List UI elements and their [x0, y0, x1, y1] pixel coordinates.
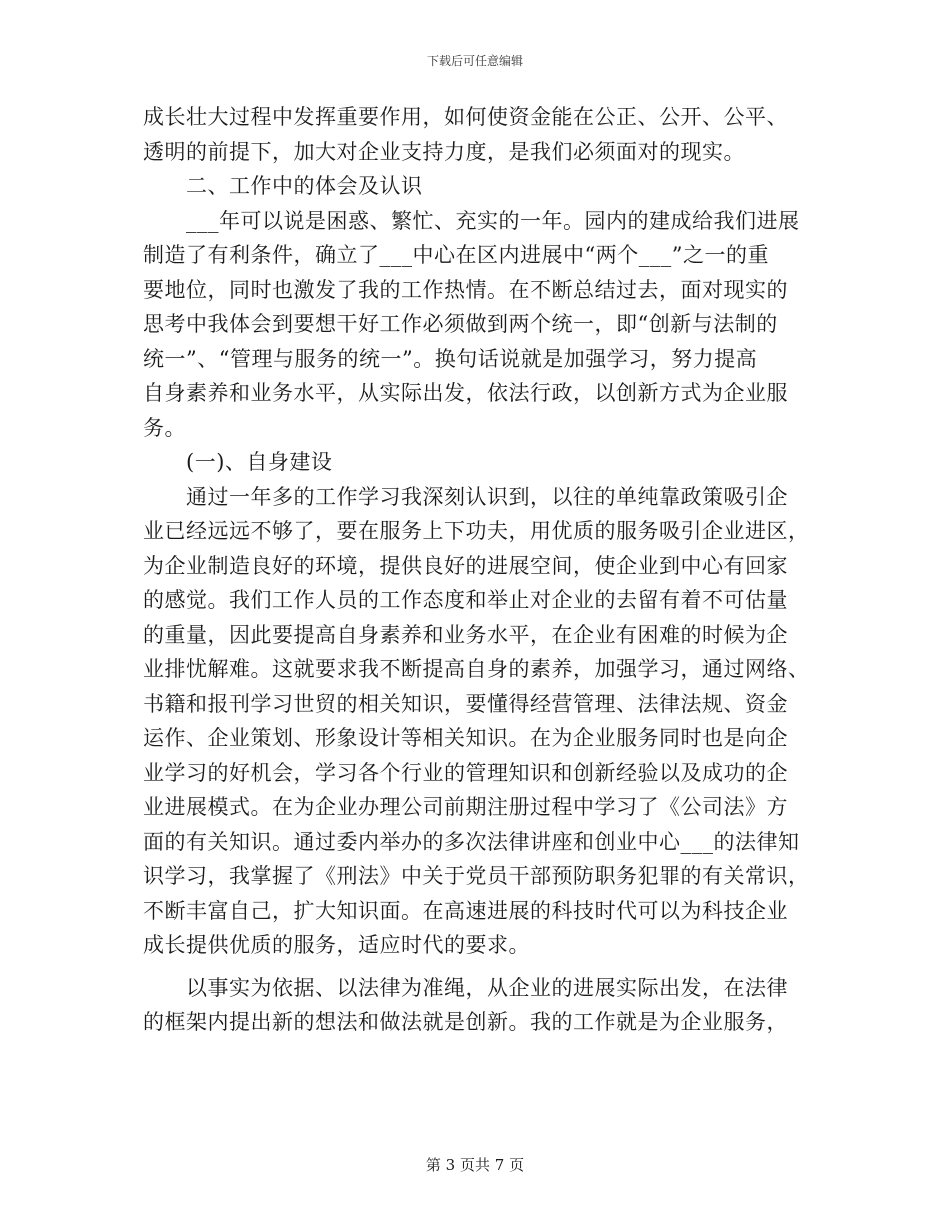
- text-line: 业学习的好机会，学习各个行业的管理知识和创新经验以及成功的企: [143, 760, 788, 785]
- section-heading: 二、工作中的体会及认识: [186, 174, 423, 198]
- text-line: 为企业制造良好的环境，提供良好的进展空间，使企业到中心有回家: [143, 553, 788, 578]
- text-line: 通过一年多的工作学习我深刻认识到，以往的单纯靠政策吸引企: [186, 484, 788, 509]
- text-line: 的框架内提出新的想法和做法就是创新。我的工作就是为企业服务，: [143, 1010, 788, 1034]
- text-line: 自身素养和业务水平，从实际出发，依法行政，以创新方式为企业服: [143, 381, 788, 405]
- page-header: 下载后可任意编辑: [426, 54, 523, 68]
- text-line: 务。: [143, 415, 186, 440]
- text-line: 制造了有利条件，确立了___中心在区内进展中“两个___”之一的重: [143, 243, 769, 267]
- text-line: 思考中我体会到要想干好工作必须做到两个统一，即“创新与法制的: [143, 312, 778, 336]
- text-line: ___年可以说是困惑、繁忙、充实的一年。园内的建成给我们进展: [186, 208, 800, 233]
- text-line: 成长提供优质的服务，适应时代的要求。: [143, 933, 530, 957]
- text-line: 不断丰富自己，扩大知识面。在高速进展的科技时代可以为科技企业: [143, 898, 788, 923]
- page-number: 第 3 页共 7 页: [425, 1156, 525, 1174]
- text-line: 以事实为依据、以法律为准绳，从企业的进展实际出发，在法律: [186, 975, 788, 1000]
- subsection-heading: (一)、自身建设: [186, 450, 333, 474]
- text-line: 识学习，我掌握了《刑法》中关于党员干部预防职务犯罪的有关常识，: [143, 864, 810, 888]
- document-body: [143, 100, 809, 1040]
- text-line: 的感觉。我们工作人员的工作态度和举止对企业的去留有着不可估量: [143, 588, 788, 612]
- text-line: 统一”、“管理与服务的统一”。换句话说就是加强学习，努力提高: [143, 346, 758, 371]
- text-line: 业已经远远不够了，要在服务上下功夫，用优质的服务吸引企业进区，: [143, 519, 810, 543]
- text-line: 运作、企业策划、形象设计等相关知识。在为企业服务同时也是向企: [143, 726, 788, 750]
- paragraph-gap: [143, 963, 809, 971]
- text-line: 面的有关知识。通过委内举办的多次法律讲座和创业中心___的法律知: [143, 829, 800, 854]
- text-line: 成长壮大过程中发挥重要作用，如何使资金能在公正、公开、公平、: [143, 105, 788, 129]
- text-line: 书籍和报刊学习世贸的相关知识，要懂得经营管理、法律法规、资金: [143, 691, 788, 716]
- text-line: 透明的前提下，加大对企业支持力度，是我们必须面对的现实。: [143, 139, 745, 164]
- text-line: 要地位，同时也激发了我的工作热情。在不断总结过去，面对现实的: [143, 277, 788, 302]
- text-line: 的重量，因此要提高自身素养和业务水平，在企业有困难的时候为企: [143, 622, 788, 647]
- text-line: 业进展模式。在为企业办理公司前期注册过程中学习了《公司法》方: [143, 795, 788, 819]
- text-line: 业排忧解难。这就要求我不断提高自身的素养，加强学习，通过网络、: [143, 657, 810, 681]
